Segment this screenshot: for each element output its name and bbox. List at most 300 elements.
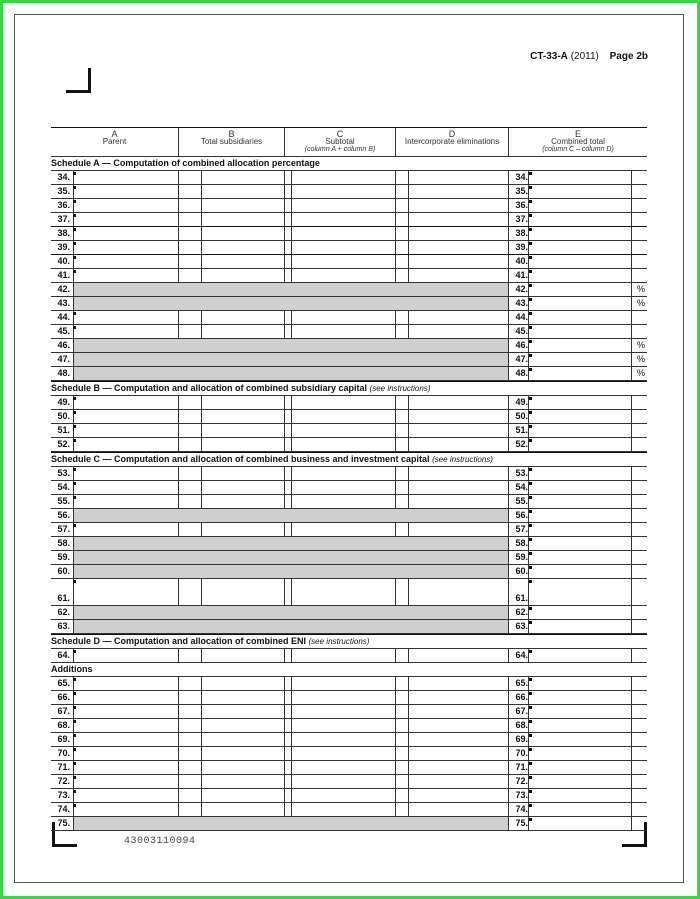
form-year: (2011): [570, 51, 599, 62]
cell-divider: [408, 579, 409, 605]
cell-divider: [631, 311, 632, 324]
entry-subsidiaries[interactable]: [178, 495, 285, 508]
line-number: 65.: [57, 678, 70, 688]
entry-subsidiaries[interactable]: [178, 691, 285, 704]
entry-marker: [73, 748, 76, 751]
entry-subtotal[interactable]: [284, 325, 396, 338]
entry-marker: [529, 762, 532, 765]
line-number-e: 75.: [515, 818, 528, 828]
entry-combined-total[interactable]: [528, 241, 647, 254]
entry-subtotal[interactable]: [284, 396, 396, 409]
percent-sign: %: [636, 284, 645, 294]
line-60: [51, 564, 647, 578]
cell-divider: [291, 311, 292, 324]
entry-parent[interactable]: [73, 325, 179, 338]
cell-divider: [408, 396, 409, 409]
entry-combined-total[interactable]: [528, 269, 647, 282]
line-68: [51, 718, 647, 732]
entry-eliminations[interactable]: [395, 467, 509, 480]
entry-subsidiaries[interactable]: [178, 269, 285, 282]
entry-marker: [529, 706, 532, 709]
entry-eliminations[interactable]: [395, 185, 509, 198]
line-number: 69.: [57, 734, 70, 744]
entry-subtotal[interactable]: [284, 255, 396, 268]
schedule-lines: [51, 466, 647, 634]
line-number: 38.: [57, 228, 70, 238]
line-number: 39.: [57, 242, 70, 252]
line-55: [51, 494, 647, 508]
column-headers: [51, 127, 647, 157]
line-number: 73.: [57, 790, 70, 800]
cell-divider: [508, 649, 509, 662]
column-letter: A: [111, 129, 118, 139]
entry-eliminations[interactable]: [395, 311, 509, 324]
line-42: [51, 282, 647, 296]
entry-combined-total[interactable]: [528, 789, 647, 802]
entry-subtotal[interactable]: [284, 803, 396, 816]
entry-subsidiaries[interactable]: [178, 789, 285, 802]
entry-parent[interactable]: [73, 579, 179, 605]
cell-divider: [408, 733, 409, 746]
entry-parent[interactable]: [73, 705, 179, 718]
entry-eliminations[interactable]: [395, 325, 509, 338]
entry-combined-total[interactable]: [528, 424, 647, 437]
entry-subsidiaries[interactable]: [178, 719, 285, 732]
entry-combined-total[interactable]: [528, 803, 647, 816]
entry-combined-total[interactable]: [528, 649, 647, 662]
entry-combined-total[interactable]: [528, 297, 647, 310]
cell-divider: [508, 241, 509, 254]
entry-subtotal[interactable]: [284, 677, 396, 690]
line-number: 59.: [57, 552, 70, 562]
entry-marker: [73, 482, 76, 485]
entry-combined-total[interactable]: [528, 495, 647, 508]
cell-divider: [631, 325, 632, 338]
entry-eliminations[interactable]: [395, 803, 509, 816]
cell-divider: [201, 761, 202, 774]
entry-parent[interactable]: [73, 396, 179, 409]
line-number-e: 69.: [515, 734, 528, 744]
entry-eliminations[interactable]: [395, 761, 509, 774]
entry-subsidiaries[interactable]: [178, 733, 285, 746]
cell-divider: [508, 705, 509, 718]
percent-sign: %: [636, 368, 645, 378]
line-54: [51, 480, 647, 494]
cell-divider: [508, 691, 509, 704]
entry-parent[interactable]: [73, 185, 179, 198]
shaded-area: [73, 537, 509, 550]
cell-divider: [508, 227, 509, 240]
line-number-e: 41.: [515, 270, 528, 280]
line-number: 66.: [57, 692, 70, 702]
line-number-e: 46.: [515, 340, 528, 350]
entry-eliminations[interactable]: [395, 691, 509, 704]
entry-subsidiaries[interactable]: [178, 424, 285, 437]
form-number: CT-33-A: [530, 51, 568, 62]
entry-eliminations[interactable]: [395, 438, 509, 451]
entry-combined-total[interactable]: [528, 677, 647, 690]
entry-eliminations[interactable]: [395, 396, 509, 409]
cell-divider: [201, 311, 202, 324]
entry-subsidiaries[interactable]: [178, 185, 285, 198]
entry-combined-total[interactable]: [528, 551, 647, 564]
cell-divider: [408, 199, 409, 212]
entry-eliminations[interactable]: [395, 410, 509, 423]
line-number: 75.: [57, 818, 70, 828]
entry-combined-total[interactable]: [528, 311, 647, 324]
line-number-e: 66.: [515, 692, 528, 702]
entry-eliminations[interactable]: [395, 775, 509, 788]
entry-subtotal[interactable]: [284, 269, 396, 282]
entry-subtotal[interactable]: [284, 481, 396, 494]
entry-eliminations[interactable]: [395, 255, 509, 268]
cell-divider: [201, 803, 202, 816]
cell-divider: [508, 367, 509, 380]
entry-parent[interactable]: [73, 775, 179, 788]
entry-subsidiaries[interactable]: [178, 311, 285, 324]
entry-combined-total[interactable]: [528, 606, 647, 619]
cell-divider: [408, 227, 409, 240]
entry-subsidiaries[interactable]: [178, 649, 285, 662]
entry-parent[interactable]: [73, 789, 179, 802]
cell-divider: [201, 677, 202, 690]
entry-parent[interactable]: [73, 241, 179, 254]
cell-divider: [291, 481, 292, 494]
cell-divider: [631, 705, 632, 718]
entry-subsidiaries[interactable]: [178, 705, 285, 718]
entry-subtotal[interactable]: [284, 227, 396, 240]
cell-divider: [508, 339, 509, 352]
entry-subtotal[interactable]: [284, 719, 396, 732]
cell-divider: [508, 733, 509, 746]
entry-combined-total[interactable]: [528, 565, 647, 578]
entry-parent[interactable]: [73, 495, 179, 508]
entry-parent[interactable]: [73, 424, 179, 437]
line-number-e: 59.: [515, 552, 528, 562]
cell-divider: [631, 761, 632, 774]
entry-parent[interactable]: [73, 269, 179, 282]
line-number: 50.: [57, 411, 70, 421]
entry-parent[interactable]: [73, 649, 179, 662]
cell-divider: [508, 565, 509, 578]
cell-divider: [201, 410, 202, 423]
line-number: 71.: [57, 762, 70, 772]
cell-divider: [508, 424, 509, 437]
entry-subtotal[interactable]: [284, 649, 396, 662]
entry-combined-total[interactable]: [528, 396, 647, 409]
entry-marker: [529, 411, 532, 414]
entry-combined-total[interactable]: [528, 467, 647, 480]
entry-subsidiaries[interactable]: [178, 761, 285, 774]
entry-eliminations[interactable]: [395, 199, 509, 212]
cell-divider: [201, 579, 202, 605]
entry-marker: [529, 607, 532, 610]
entry-combined-total[interactable]: [528, 775, 647, 788]
line-number: 40.: [57, 256, 70, 266]
entry-eliminations[interactable]: [395, 424, 509, 437]
line-50: [51, 409, 647, 423]
entry-marker: [529, 256, 532, 259]
entry-subsidiaries[interactable]: [178, 677, 285, 690]
line-49: [51, 395, 647, 409]
cell-divider: [508, 537, 509, 550]
line-number: 54.: [57, 482, 70, 492]
entry-combined-total[interactable]: [528, 509, 647, 522]
entry-parent[interactable]: [73, 255, 179, 268]
page-number: Page 2b: [609, 51, 648, 62]
line-number-e: 71.: [515, 762, 528, 772]
entry-combined-total[interactable]: [528, 283, 647, 296]
entry-subtotal[interactable]: [284, 523, 396, 536]
entry-parent[interactable]: [73, 467, 179, 480]
cell-divider: [508, 467, 509, 480]
entry-marker: [529, 552, 532, 555]
entry-combined-total[interactable]: [528, 620, 647, 633]
entry-subtotal[interactable]: [284, 733, 396, 746]
cell-divider: [631, 677, 632, 690]
entry-parent[interactable]: [73, 719, 179, 732]
cell-divider: [508, 719, 509, 732]
entry-combined-total[interactable]: [528, 227, 647, 240]
entry-parent[interactable]: [73, 691, 179, 704]
entry-eliminations[interactable]: [395, 269, 509, 282]
cell-divider: [408, 761, 409, 774]
entry-eliminations[interactable]: [395, 789, 509, 802]
entry-marker: [529, 790, 532, 793]
entry-subtotal[interactable]: [284, 705, 396, 718]
cell-divider: [201, 255, 202, 268]
entry-parent[interactable]: [73, 677, 179, 690]
line-39: [51, 240, 647, 254]
cell-divider: [508, 438, 509, 451]
line-number: 35.: [57, 186, 70, 196]
entry-marker: [73, 326, 76, 329]
entry-subtotal[interactable]: [284, 747, 396, 760]
line-number-e: 37.: [515, 214, 528, 224]
entry-subtotal[interactable]: [284, 789, 396, 802]
line-number-e: 72.: [515, 776, 528, 786]
line-34: [51, 170, 647, 184]
cell-divider: [201, 171, 202, 184]
cell-divider: [408, 467, 409, 480]
entry-subsidiaries[interactable]: [178, 199, 285, 212]
entry-eliminations[interactable]: [395, 523, 509, 536]
cell-divider: [201, 269, 202, 282]
entry-combined-total[interactable]: [528, 761, 647, 774]
cell-divider: [631, 396, 632, 409]
entry-marker: [73, 411, 76, 414]
cell-divider: [201, 467, 202, 480]
entry-eliminations[interactable]: [395, 719, 509, 732]
entry-combined-total[interactable]: [528, 438, 647, 451]
line-47: [51, 352, 647, 366]
entry-combined-total[interactable]: [528, 691, 647, 704]
entry-subsidiaries[interactable]: [178, 410, 285, 423]
cell-divider: [201, 227, 202, 240]
line-number: 41.: [57, 270, 70, 280]
line-number-e: 44.: [515, 312, 528, 322]
line-number-e: 53.: [515, 468, 528, 478]
cell-divider: [508, 509, 509, 522]
entry-combined-total[interactable]: [528, 579, 647, 605]
entry-subtotal[interactable]: [284, 775, 396, 788]
entry-combined-total[interactable]: [528, 199, 647, 212]
entry-subtotal[interactable]: [284, 213, 396, 226]
cell-divider: [631, 649, 632, 662]
entry-combined-total[interactable]: [528, 733, 647, 746]
entry-combined-total[interactable]: [528, 185, 647, 198]
line-number-e: 45.: [515, 326, 528, 336]
entry-eliminations[interactable]: [395, 677, 509, 690]
entry-eliminations[interactable]: [395, 495, 509, 508]
column-subtitle: (column A + column B): [304, 146, 376, 153]
entry-parent[interactable]: [73, 761, 179, 774]
entry-parent[interactable]: [73, 410, 179, 423]
cell-divider: [631, 509, 632, 522]
entry-subsidiaries[interactable]: [178, 579, 285, 605]
entry-parent[interactable]: [73, 733, 179, 746]
entry-parent[interactable]: [73, 171, 179, 184]
entry-parent[interactable]: [73, 438, 179, 451]
entry-combined-total[interactable]: [528, 339, 647, 352]
entry-parent[interactable]: [73, 311, 179, 324]
line-number-e: 40.: [515, 256, 528, 266]
entry-combined-total[interactable]: [528, 747, 647, 760]
cell-divider: [408, 523, 409, 536]
entry-combined-total[interactable]: [528, 719, 647, 732]
entry-eliminations[interactable]: [395, 705, 509, 718]
cell-divider: [508, 775, 509, 788]
barcode-number: 43003110094: [124, 836, 196, 847]
line-number-e: 64.: [515, 650, 528, 660]
entry-subtotal[interactable]: [284, 691, 396, 704]
line-number: 47.: [57, 354, 70, 364]
entry-parent[interactable]: [73, 213, 179, 226]
entry-subsidiaries[interactable]: [178, 227, 285, 240]
cell-divider: [201, 213, 202, 226]
entry-subsidiaries[interactable]: [178, 775, 285, 788]
entry-subsidiaries[interactable]: [178, 467, 285, 480]
entry-eliminations[interactable]: [395, 579, 509, 605]
entry-combined-total[interactable]: [528, 213, 647, 226]
entry-parent[interactable]: [73, 481, 179, 494]
entry-combined-total[interactable]: [528, 353, 647, 366]
cell-divider: [201, 241, 202, 254]
line-70: [51, 746, 647, 760]
entry-marker: [529, 340, 532, 343]
entry-eliminations[interactable]: [395, 747, 509, 760]
column-title: Parent: [102, 137, 127, 146]
schedule-heading: [51, 157, 647, 170]
entry-eliminations[interactable]: [395, 733, 509, 746]
cell-divider: [631, 467, 632, 480]
entry-combined-total[interactable]: [528, 817, 647, 830]
entry-combined-total[interactable]: [528, 537, 647, 550]
cell-divider: [291, 495, 292, 508]
entry-subtotal[interactable]: [284, 761, 396, 774]
entry-subsidiaries[interactable]: [178, 803, 285, 816]
line-number-e: 54.: [515, 482, 528, 492]
entry-eliminations[interactable]: [395, 227, 509, 240]
entry-subtotal[interactable]: [284, 579, 396, 605]
cell-divider: [291, 467, 292, 480]
line-56: [51, 508, 647, 522]
line-73: [51, 788, 647, 802]
entry-subtotal[interactable]: [284, 171, 396, 184]
cell-divider: [201, 775, 202, 788]
entry-subsidiaries[interactable]: [178, 438, 285, 451]
line-number: 68.: [57, 720, 70, 730]
entry-parent[interactable]: [73, 747, 179, 760]
entry-subsidiaries[interactable]: [178, 747, 285, 760]
entry-combined-total[interactable]: [528, 705, 647, 718]
entry-combined-total[interactable]: [528, 171, 647, 184]
column-letter: E: [574, 129, 581, 139]
entry-subsidiaries[interactable]: [178, 255, 285, 268]
entry-subsidiaries[interactable]: [178, 325, 285, 338]
entry-combined-total[interactable]: [528, 367, 647, 380]
entry-combined-total[interactable]: [528, 481, 647, 494]
line-number: 63.: [57, 621, 70, 631]
entry-parent[interactable]: [73, 523, 179, 536]
entry-combined-total[interactable]: [528, 410, 647, 423]
entry-subtotal[interactable]: [284, 185, 396, 198]
entry-combined-total[interactable]: [528, 255, 647, 268]
entry-parent[interactable]: [73, 227, 179, 240]
cell-divider: [631, 817, 632, 830]
entry-subsidiaries[interactable]: [178, 213, 285, 226]
shaded-area: [73, 509, 509, 522]
cell-divider: [201, 185, 202, 198]
cell-divider: [408, 481, 409, 494]
entry-parent[interactable]: [73, 803, 179, 816]
entry-subsidiaries[interactable]: [178, 171, 285, 184]
entry-parent[interactable]: [73, 199, 179, 212]
entry-subtotal[interactable]: [284, 438, 396, 451]
entry-subsidiaries[interactable]: [178, 481, 285, 494]
entry-eliminations[interactable]: [395, 649, 509, 662]
cell-divider: [291, 691, 292, 704]
entry-eliminations[interactable]: [395, 213, 509, 226]
entry-subtotal[interactable]: [284, 199, 396, 212]
cell-divider: [631, 565, 632, 578]
line-number-e: 60.: [515, 566, 528, 576]
entry-combined-total[interactable]: [528, 325, 647, 338]
entry-marker: [529, 510, 532, 513]
entry-subtotal[interactable]: [284, 410, 396, 423]
entry-subsidiaries[interactable]: [178, 241, 285, 254]
entry-marker: [73, 720, 76, 723]
shaded-area: [73, 339, 509, 352]
line-52: [51, 437, 647, 452]
entry-combined-total[interactable]: [528, 523, 647, 536]
entry-subsidiaries[interactable]: [178, 523, 285, 536]
entry-eliminations[interactable]: [395, 241, 509, 254]
entry-subtotal[interactable]: [284, 241, 396, 254]
entry-marker: [529, 354, 532, 357]
entry-subtotal[interactable]: [284, 495, 396, 508]
entry-eliminations[interactable]: [395, 481, 509, 494]
cell-divider: [291, 199, 292, 212]
line-number: 45.: [57, 326, 70, 336]
entry-subtotal[interactable]: [284, 467, 396, 480]
entry-subsidiaries[interactable]: [178, 396, 285, 409]
entry-marker: [529, 326, 532, 329]
entry-eliminations[interactable]: [395, 171, 509, 184]
line-57: [51, 522, 647, 536]
entry-subtotal[interactable]: [284, 311, 396, 324]
entry-subtotal[interactable]: [284, 424, 396, 437]
